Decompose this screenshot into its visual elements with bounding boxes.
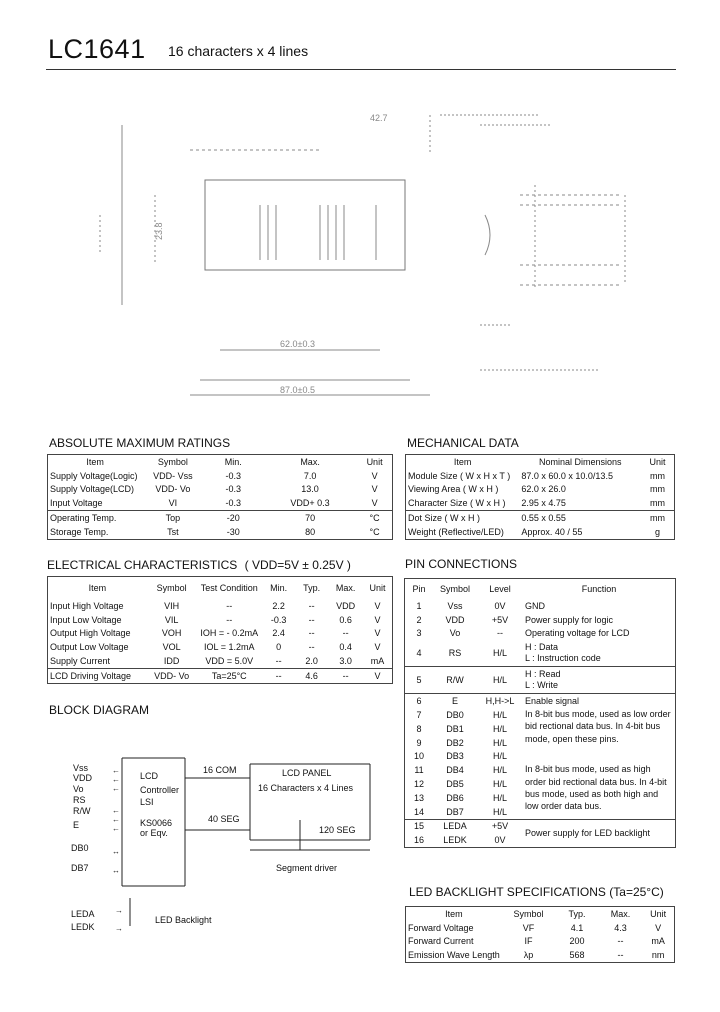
cell: 16: [413, 835, 424, 846]
cell: --: [308, 642, 315, 653]
table-header: Min.: [224, 456, 242, 467]
table-header: Item: [86, 456, 104, 467]
block-pin-rw: R/W: [73, 806, 91, 816]
cell: Supply Voltage(LCD): [50, 484, 135, 495]
table-row: [48, 511, 393, 525]
table-row: [48, 469, 393, 483]
cell: nm: [651, 950, 665, 961]
table-header: Max.: [335, 583, 356, 593]
table-header: Level: [489, 584, 511, 594]
dim-top: 42.7: [370, 113, 388, 123]
cell: -0.3: [270, 614, 287, 625]
cell: Input High Voltage: [50, 600, 124, 611]
table-row: [406, 511, 675, 525]
table-row: [48, 599, 393, 613]
table-row: [406, 935, 675, 949]
cell: H/L: [492, 792, 507, 803]
cell: 11: [414, 765, 424, 776]
pins-function-db-low: In 8-bit bus mode, used as low order bid rectional data bus. In 4-bit bus mode, open these pins.: [525, 709, 671, 744]
svg-text:←: ←: [112, 766, 120, 775]
cell: LEDK: [443, 835, 467, 846]
cell: IDD: [163, 656, 180, 667]
cell: V: [363, 668, 392, 683]
table-row: [406, 469, 675, 483]
cell: mm: [650, 484, 666, 495]
cell: -0.3: [225, 498, 242, 509]
cell: E: [433, 694, 477, 708]
cell: 4.1: [570, 922, 584, 933]
cell: H/L: [492, 765, 507, 776]
cell: Approx. 40 / 55: [521, 526, 583, 537]
abs-max-table: [47, 454, 393, 540]
cell: R/W: [433, 667, 477, 694]
cell: 4.3: [614, 922, 627, 933]
cell: 12: [413, 779, 424, 790]
cell: V: [371, 484, 378, 495]
cell: VDD- Vss: [153, 470, 193, 481]
cell: VOL: [162, 642, 181, 653]
table-row: [48, 668, 393, 683]
table-row: [48, 627, 393, 641]
cell: VDD+ 0.3: [290, 498, 330, 509]
svg-text:←: ←: [112, 775, 120, 784]
block-pin-vdd: VDD: [73, 773, 93, 783]
cell: 7.0: [303, 470, 317, 481]
svg-text:↔: ↔: [112, 847, 120, 856]
table-header: Pin: [412, 584, 426, 594]
cell: 87.0 x 60.0 x 10.0/13.5: [521, 470, 613, 481]
table-header: Symbol: [439, 584, 470, 594]
cell: 8: [416, 723, 422, 734]
cell: V: [374, 614, 381, 625]
table-header: Symbol: [157, 456, 188, 467]
block-segment-driver: Segment driver: [276, 863, 338, 873]
cell: --: [497, 628, 503, 639]
electrical-title-row: [47, 558, 351, 572]
cell: H : Read L : Write: [523, 667, 676, 694]
block-controller-eqv: or Eqv.: [140, 828, 168, 838]
cell: Power supply for LED backlight: [523, 819, 676, 848]
cell: H/L: [492, 710, 507, 721]
cell: -20: [204, 511, 263, 525]
cell: mA: [370, 656, 385, 667]
table-header: Unit: [649, 456, 666, 467]
cell: 70: [263, 511, 357, 525]
cell: --: [328, 668, 363, 683]
cell: --: [226, 600, 233, 611]
cell: VF: [522, 922, 535, 933]
dim-total: 87.0±0.5: [280, 385, 315, 395]
table-row: [405, 613, 676, 627]
cell: Ta=25°C: [196, 668, 262, 683]
cell: H/L: [492, 806, 507, 817]
cell: V: [374, 600, 381, 611]
cell: +5V: [477, 819, 523, 833]
cell: VDD: [336, 600, 356, 611]
cell: DB7: [446, 806, 464, 817]
cell: mm: [650, 498, 666, 509]
cell: Top: [142, 511, 203, 525]
cell: Tst: [167, 526, 179, 537]
cell: DB1: [446, 723, 464, 734]
cell: --: [308, 628, 315, 639]
cell: Input Voltage: [50, 498, 103, 509]
table-row: [405, 708, 676, 722]
dim-side: 23.8: [154, 222, 164, 240]
cell: Output Low Voltage: [50, 642, 129, 653]
table-header: Function: [581, 584, 617, 594]
svg-text:←: ←: [112, 815, 120, 824]
cell: --: [275, 656, 282, 667]
cell: 0.55 x 0.55: [519, 511, 641, 525]
cell: 3.0: [339, 656, 352, 667]
mechanical-drawing: [80, 95, 660, 405]
table-row: [405, 667, 676, 694]
cell: 6: [405, 694, 434, 708]
block-controller-line2: Controller: [140, 785, 180, 795]
cell: Input Low Voltage: [50, 614, 122, 625]
block-seg120-label: 120 SEG: [319, 825, 356, 835]
cell: IOL = 1.2mA: [204, 642, 255, 653]
cell: 7: [416, 710, 422, 721]
cell: VDD- Vo: [155, 484, 191, 495]
svg-text:→: →: [115, 906, 123, 915]
table-row: [406, 483, 675, 497]
cell: Dot Size ( W x H ): [406, 511, 520, 525]
cell: -0.3: [225, 484, 242, 495]
cell: --: [342, 628, 349, 639]
electrical-table: [47, 576, 393, 684]
table-row: [405, 819, 676, 833]
cell: Enable signal: [523, 694, 676, 708]
cell: Vss: [447, 600, 463, 611]
cell: DB2: [446, 737, 464, 748]
block-led-label: LED Backlight: [155, 915, 212, 925]
table-row: [406, 496, 675, 510]
cell: 13.0: [301, 484, 319, 495]
backlight-title: LED BACKLIGHT SPECIFICATIONS (Ta=25°C): [409, 885, 664, 899]
drawing-viewing-area: [205, 180, 405, 270]
table-row: [405, 599, 676, 613]
block-pin-db0: DB0: [71, 843, 89, 853]
table-header: Symbol: [156, 583, 187, 593]
block-seg40-label: 40 SEG: [208, 814, 240, 824]
table-header: Max.: [610, 908, 631, 919]
electrical-condition: ( VDD=5V ± 0.25V ): [244, 558, 351, 572]
cell: Weight (Reflective/LED): [408, 526, 504, 537]
cell: Module Size ( W x H x T ): [408, 470, 511, 481]
table-row: [406, 948, 675, 962]
cell: 9: [416, 737, 422, 748]
table-header: Unit: [369, 583, 386, 593]
cell: Supply Current: [50, 656, 111, 667]
block-controller-line3: LSI: [140, 797, 154, 807]
cell: 0.4: [339, 642, 352, 653]
cell: V: [655, 922, 662, 933]
cell: V: [371, 470, 378, 481]
cell: DB5: [446, 779, 464, 790]
svg-text:→: →: [115, 924, 123, 933]
cell: 80: [305, 526, 316, 537]
cell: Forward Voltage: [408, 922, 474, 933]
model-title: LC1641: [48, 34, 146, 64]
cell: --: [308, 600, 315, 611]
cell: H/L: [492, 723, 507, 734]
cell: V: [371, 498, 378, 509]
cell: VIH: [164, 600, 180, 611]
cell: 3: [416, 628, 422, 639]
table-row: [48, 654, 393, 668]
cell: VOH: [161, 628, 182, 639]
cell: 13: [413, 792, 424, 803]
block-pin-rs: RS: [73, 795, 86, 805]
cell: GND: [525, 600, 545, 611]
cell: Viewing Area ( W x H ): [408, 484, 499, 495]
cell: DB3: [446, 751, 464, 762]
cell: IOH = - 0.2mA: [200, 628, 259, 639]
cell: Forward Current: [408, 936, 474, 947]
table-row: [48, 525, 393, 539]
cell: +5V: [491, 614, 509, 625]
block-panel-title: LCD PANEL: [282, 768, 332, 778]
cell: --: [226, 614, 233, 625]
cell: 2.95 x 4.75: [521, 498, 566, 509]
cell: 4.6: [295, 668, 328, 683]
cell: VI: [168, 498, 178, 509]
block-led-pin-k: LEDK: [71, 922, 95, 932]
cell: 0V: [494, 835, 506, 846]
cell: LEDA: [433, 819, 477, 833]
cell: --: [308, 614, 315, 625]
cell: H,H->L: [477, 694, 523, 708]
cell: 200: [569, 936, 585, 947]
table-row: [405, 694, 676, 708]
cell: H/L: [492, 737, 507, 748]
table-row: [406, 525, 675, 539]
table-header: Item: [445, 908, 463, 919]
cell: -30: [226, 526, 240, 537]
table-header: Typ.: [303, 583, 321, 593]
cell: 0.6: [339, 614, 352, 625]
block-controller-model: KS0066: [140, 818, 173, 828]
cell: 0V: [494, 600, 506, 611]
cell: 2.2: [272, 600, 285, 611]
cell: Character Size ( W x H ): [408, 498, 506, 509]
cell: 5: [405, 667, 434, 694]
block-title: BLOCK DIAGRAM: [49, 703, 150, 717]
cell: 4: [416, 648, 422, 659]
cell: 1: [416, 600, 422, 611]
cell: H/L: [492, 648, 507, 659]
cell: LCD Driving Voltage: [48, 668, 147, 683]
cell: 2: [416, 614, 422, 625]
cell: Supply Voltage(Logic): [50, 470, 138, 481]
header-divider: [46, 69, 676, 70]
table-row: [405, 627, 676, 641]
pins-function-db-high: In 8-bit bus mode, used as high order bid rectional data bus. In 4-bit bus mode, used as both high and low order data bus.: [525, 764, 667, 812]
table-row: [405, 640, 676, 667]
backlight-table: [405, 906, 675, 963]
cell: mA: [651, 936, 665, 947]
cell: VDD: [445, 614, 465, 625]
cell: mm: [641, 511, 674, 525]
cell: Emission Wave Length: [408, 950, 500, 961]
block-controller-line1: LCD: [140, 771, 159, 781]
cell: 2.0: [305, 656, 318, 667]
cell: H/L: [492, 779, 507, 790]
cell: °C: [357, 511, 392, 525]
cell: Output High Voltage: [50, 628, 131, 639]
cell: H : Data L : Instruction code: [525, 642, 601, 664]
table-header: Max.: [300, 456, 320, 467]
block-pin-e: E: [73, 820, 80, 830]
cell: --: [617, 950, 624, 961]
cell: DB0: [446, 710, 464, 721]
electrical-title: ELECTRICAL CHARACTERISTICS: [47, 558, 238, 572]
cell: 568: [569, 950, 585, 961]
svg-text:↔: ↔: [112, 866, 120, 875]
table-header: Unit: [366, 456, 383, 467]
mechanical-title: MECHANICAL DATA: [407, 436, 519, 450]
table-row: [405, 763, 676, 777]
table-header: Unit: [650, 908, 667, 919]
cell: IF: [524, 936, 533, 947]
cell: 0: [276, 642, 282, 653]
cell: 14: [413, 806, 424, 817]
cell: 62.0 x 26.0: [521, 484, 566, 495]
cell: H/L: [477, 667, 523, 694]
cell: Operating Temp.: [48, 511, 143, 525]
cell: RS: [448, 648, 462, 659]
block-com-label: 16 COM: [203, 765, 237, 775]
cell: VDD = 5.0V: [205, 656, 254, 667]
cell: mm: [650, 470, 666, 481]
pins-title: PIN CONNECTIONS: [405, 557, 518, 571]
cell: DB4: [446, 765, 464, 776]
block-panel-sub: 16 Characters x 4 Lines: [258, 783, 354, 793]
cell: 2.4: [272, 628, 285, 639]
cell: H/L: [492, 751, 507, 762]
table-header: Item: [88, 583, 107, 593]
block-pin-vss: Vss: [73, 763, 89, 773]
table-row: [48, 496, 393, 510]
table-row: [406, 921, 675, 935]
pins-table: [404, 578, 676, 848]
cell: Power supply for logic: [525, 614, 614, 625]
cell: 15: [405, 819, 434, 833]
table-row: [48, 640, 393, 654]
model-description: 16 characters x 4 lines: [168, 43, 309, 59]
svg-text:←: ←: [112, 784, 120, 793]
cell: Storage Temp.: [50, 526, 109, 537]
cell: VDD- Vo: [147, 668, 196, 683]
cell: DB6: [446, 792, 464, 803]
block-pin-vo: Vo: [73, 784, 84, 794]
cell: Vo: [449, 628, 461, 639]
cell: °C: [369, 526, 380, 537]
table-header: Symbol: [513, 908, 544, 919]
abs-max-title: ABSOLUTE MAXIMUM RATINGS: [49, 436, 231, 450]
cell: g: [655, 526, 661, 537]
table-row: [48, 483, 393, 497]
mechanical-table: [405, 454, 675, 540]
cell: 10: [413, 751, 424, 762]
cell: --: [262, 668, 295, 683]
table-header: Nominal Dimensions: [538, 456, 622, 467]
svg-text:←: ←: [112, 824, 120, 833]
cell: --: [617, 936, 624, 947]
cell: V: [374, 642, 381, 653]
block-diagram: [60, 750, 380, 940]
cell: Operating voltage for LCD: [525, 628, 630, 639]
table-header: Test Condition: [200, 583, 258, 593]
cell: λp: [523, 950, 534, 961]
table-header: Item: [453, 456, 472, 467]
block-pin-db7: DB7: [71, 863, 89, 873]
table-row: [48, 613, 393, 627]
cell: -0.3: [225, 470, 242, 481]
svg-text:←: ←: [112, 806, 120, 815]
cell: VIL: [164, 614, 179, 625]
table-header: Min.: [270, 583, 288, 593]
table-header: Typ.: [568, 908, 586, 919]
cell: V: [374, 628, 381, 639]
dim-bottom: 62.0±0.3: [280, 339, 315, 349]
block-led-pin-a: LEDA: [71, 909, 95, 919]
